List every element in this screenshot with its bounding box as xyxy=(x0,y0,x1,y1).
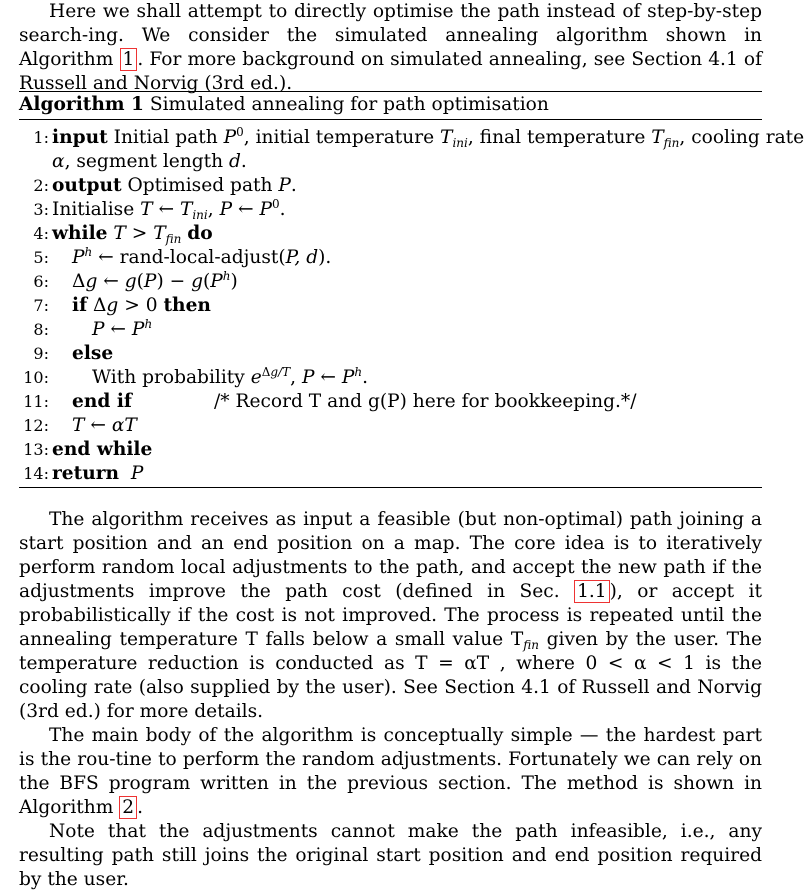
algorithm-line-3: 3: Initialise T ← $T_{ini}$, P ← $P^0$. xyxy=(33,197,286,222)
algorithm-caption xyxy=(19,92,762,119)
algorithm-line-14: 14: return P xyxy=(23,463,144,484)
keyword-return: return xyxy=(52,463,120,484)
algorithm-1-reference-link[interactable]: 1 xyxy=(120,48,138,71)
algorithm-line-1: 1: input Initial path $P^0$, initial temperature $T_{ini}$, final temperature $T_{fin}$, cooling rate xyxy=(19,126,762,150)
algorithm-line-10: 10: With probability $e^{\Delta g/T}$, P ← $P^h$. xyxy=(23,365,369,388)
algorithm-line-6: 6: Δg ← $g(P) - g(P^h)$ xyxy=(33,269,238,292)
algorithm-line-4: 4: while $T > T_{fin}$ do xyxy=(33,223,213,246)
keyword-then: then xyxy=(163,295,211,316)
intro-text-b: . For more background on simulated annealing, see Section 4.1 of Russell and Norvig (3rd ed.). xyxy=(19,49,762,94)
keyword-end-while: end while xyxy=(52,439,153,460)
keyword-while: while xyxy=(52,223,108,244)
section-1-1-reference-link[interactable]: 1.1 xyxy=(574,580,610,603)
algorithm-line-5: 5: $P^h$ ← rand-local-adjust(P, d). xyxy=(33,245,332,268)
algorithm-label: Algorithm 1 xyxy=(19,94,144,115)
intro-paragraph xyxy=(19,0,762,96)
keyword-if: if xyxy=(72,295,88,316)
algorithm-bottom-rule xyxy=(19,487,762,488)
paragraph-algorithm-description: The algorithm receives as input a feasible (but non-optimal) path joining a start position and an end position on a map. The core idea is to iteratively perform random local adjustments to the path, and accept the new path if the adjustments improve the path cost (defined in Sec. 1.1 ), or accept it probabilistically if the cost is not improved. The process is repeated until the annealing temperature T falls below a small value $T_{fin}$ given by the user. The temperature reduction is conducted as T = αT , where 0 < α < 1 is the cooling rate (also supplied by the user). See Section 4.1 of Russell and Norvig (3rd ed.) for more details. xyxy=(19,509,762,722)
algorithm-line-12: 12: T ← αT xyxy=(23,415,137,436)
algorithm-line-1-cont: α, segment length d. xyxy=(52,151,247,172)
bookkeeping-comment: /* Record T and g(P) here for bookkeeping.*/ xyxy=(214,391,637,412)
algorithm-line-2: 2: output Optimised path P. xyxy=(33,175,297,196)
algorithm-1-block xyxy=(19,91,804,488)
line-number: 1: xyxy=(33,128,49,147)
keyword-end-if: end if xyxy=(72,391,132,412)
paragraph-main-body: The main body of the algorithm is conceptually simple — the hardest part is the rou-tine to perform the random adjustments. Fortunately we can rely on the BFS program written in the previous section. The method is shown in Algorithm 2 . xyxy=(19,725,762,818)
function-rand-local-adjust: rand-local-adjust xyxy=(119,247,279,268)
algorithm-caption-text: Simulated annealing for path optimisation xyxy=(149,94,549,115)
algorithm-line-7: 7: if Δg > 0 then xyxy=(33,295,211,316)
intro-text-a: Here we shall attempt to directly optimise the path instead of step-by-step search-ing. We consider the simulated annealing algorithm shown in Algorithm xyxy=(19,1,762,70)
keyword-output: output xyxy=(52,175,122,196)
keyword-else: else xyxy=(72,343,114,364)
algorithm-2-reference-link[interactable]: 2 xyxy=(119,796,137,819)
paragraph-feasibility-note: Note that the adjustments cannot make the path infeasible, i.e., any resulting path still joins the original start position and end position required by the user. xyxy=(19,821,762,890)
algorithm-line-11: 11: end if /* Record T and g(P) here for bookkeeping.*/ xyxy=(23,391,637,412)
keyword-do: do xyxy=(187,223,213,244)
body-text xyxy=(19,508,762,892)
algorithm-line-8: 8: P ← $P^h$ xyxy=(33,317,153,340)
keyword-input: input xyxy=(52,127,108,148)
algorithm-line-13: 13: end while xyxy=(23,439,153,460)
algorithm-line-9: 9: else xyxy=(33,343,114,364)
